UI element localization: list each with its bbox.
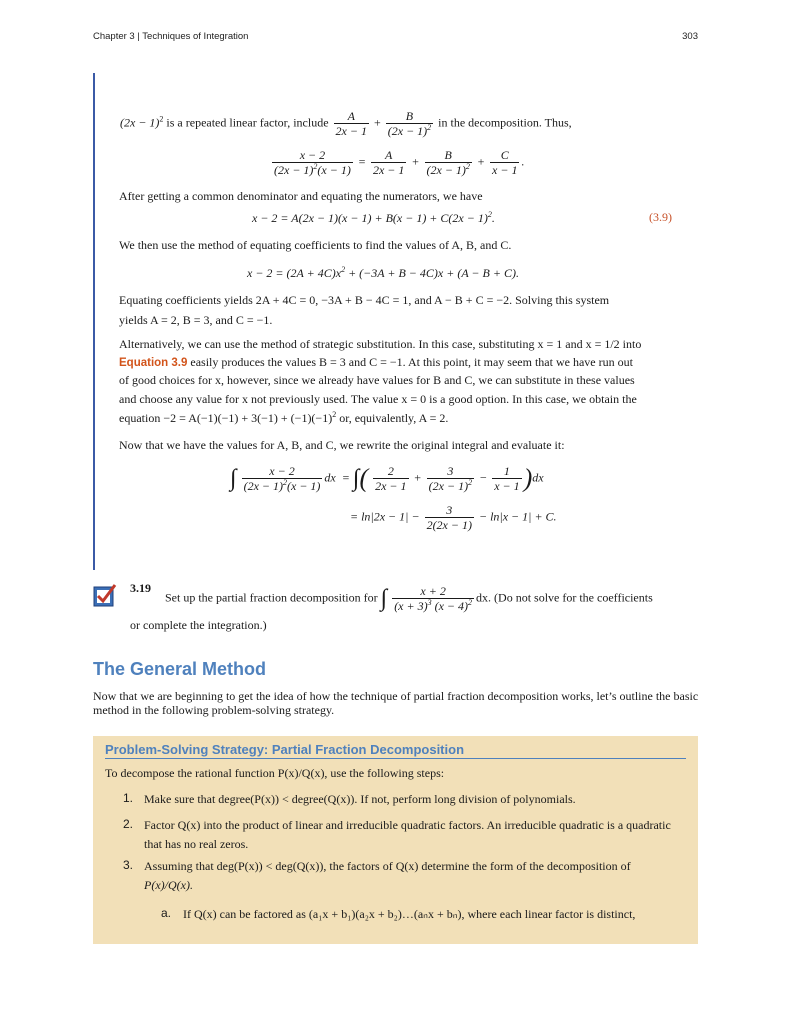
step-3-text-continued: P(x)/Q(x). — [144, 878, 193, 892]
section-title: The General Method — [93, 659, 267, 679]
step-2-number: 2. — [123, 817, 134, 831]
text-common-denominator: After getting a common denominator and equating the numerators, we have — [119, 189, 483, 203]
step-3-number: 3. — [123, 858, 134, 872]
equation-3-9-link[interactable]: Equation 3.9 — [119, 357, 188, 369]
equation-3-9: $x - 2 = A(2x - 1)(x - 1) + B(x - 1) + C(2x - 1)^2$. — [252, 210, 495, 225]
expanded-equation: $x - 2 = (2A + 4C)x^2 + (-3A + B - 4C)x + (A - B + C)$. — [247, 265, 519, 280]
decomposition-equation: $\frac{x - 2}{(2x - 1)^2(x - 1)}$ = $\frac{A}{2x - 1}$ + $\frac{B}{(2x - 1)^2}$ + $\frac{C}{x - 1}$ . — [274, 148, 525, 177]
text-choose-value: and choose any value for x not previously used. The value x = 0 is a good option. In this case, we obtain the — [119, 392, 637, 406]
step-3-text: Assuming that deg(P(x)) < deg(Q(x)), the factors of Q(x) determine the form of the decomposition of — [144, 859, 631, 873]
checkpoint-prompt: Set up the partial fraction decomposition for ∫ $\frac{x + 2}{(x + 3)^3 (x - 4)^2}$ dx. (Do not solve for the coefficients — [165, 584, 653, 613]
example-line-repeated-factor: $(2x - 1)^2$ is a repeated linear factor, include $\frac{A}{2x - 1}$ + $\frac{B}{(2x - 1)^2}$ in the decomposition. Thus, — [120, 109, 572, 138]
section-intro: Now that we are beginning to get the idea of how the technique of partial fraction decomposition works, let’s outline the basic method in the following problem-solving strategy. — [93, 689, 699, 717]
strategy-intro: To decompose the rational function P(x)/Q(x), use the following steps: — [105, 766, 445, 780]
strategy-box — [93, 736, 698, 944]
text-equating-coefficients: We then use the method of equating coefficients to find the values of A, B, and C. — [119, 238, 512, 252]
step-1-number: 1. — [123, 791, 134, 805]
running-header-chapter: Chapter 3 | Techniques of Integration — [93, 31, 249, 42]
step-2-text-continued: that has no real zeros. — [144, 837, 249, 851]
checkpoint-number: 3.19 — [130, 581, 151, 595]
text-equation-a: equation $-2 = A(-1)(-1) + 3(-1) + (-1)(-1)^2$ or, equivalently, A = 2. — [119, 410, 449, 425]
integral-decomposition: ∫ $\frac{x - 2}{(2x - 1)^2(x - 1)}$ dx = ∫( $\frac{2}{2x - 1}$ + $\frac{3}{(2x - 1)^2}$ − $\frac{1}{x - 1}$ )dx — [230, 463, 544, 493]
text-rewrite-integral: Now that we have the values for A, B, and C, we rewrite the original integral and evaluate it: — [119, 438, 565, 452]
page-number: 303 — [682, 31, 698, 42]
strategy-title: Problem-Solving Strategy: Partial Fraction Decomposition — [105, 742, 686, 759]
integral-result: = ln|2x − 1| − $\frac{3}{2(2x - 1)}$ − ln|x − 1| + C. — [350, 503, 557, 532]
step-1-text: Make sure that degree(P(x)) < degree(Q(x)). If not, perform long division of polynomials. — [144, 792, 576, 806]
checkpoint-prompt-continued: or complete the integration.) — [130, 618, 267, 632]
step-3a-letter: a. — [161, 906, 172, 920]
equation-number-3-9: (3.9) — [649, 210, 672, 224]
text-substitution-result: Equation 3.9 easily produces the values B = 3 and C = −1. At this point, it may seem that we have run out — [119, 355, 633, 369]
text-solution-values: yields A = 2, B = 3, and C = −1. — [119, 313, 273, 327]
step-2-text: Factor Q(x) into the product of linear and irreducible quadratic factors. An irreducible quadratic is a quadratic — [144, 818, 671, 832]
text-strategic-substitution: Alternatively, we can use the method of strategic substitution. In this case, substituting x = 1 and x = 1/2 into — [119, 337, 642, 351]
checkpoint-checkbox-icon — [93, 583, 117, 607]
text-coefficients-yield: Equating coefficients yields 2A + 4C = 0, −3A + B − 4C = 1, and A − B + C = −2. Solving this system — [119, 293, 610, 307]
text-good-choices: of good choices for x, however, since we already have values for B and C, we can substitute in these values — [119, 373, 635, 387]
step-3a-text: If Q(x) can be factored as (a₁x + b₁)(a₂x + b₂)…(aₙx + bₙ), where each linear factor is distinct, — [183, 907, 636, 921]
example-sidebar-rule — [93, 73, 95, 570]
